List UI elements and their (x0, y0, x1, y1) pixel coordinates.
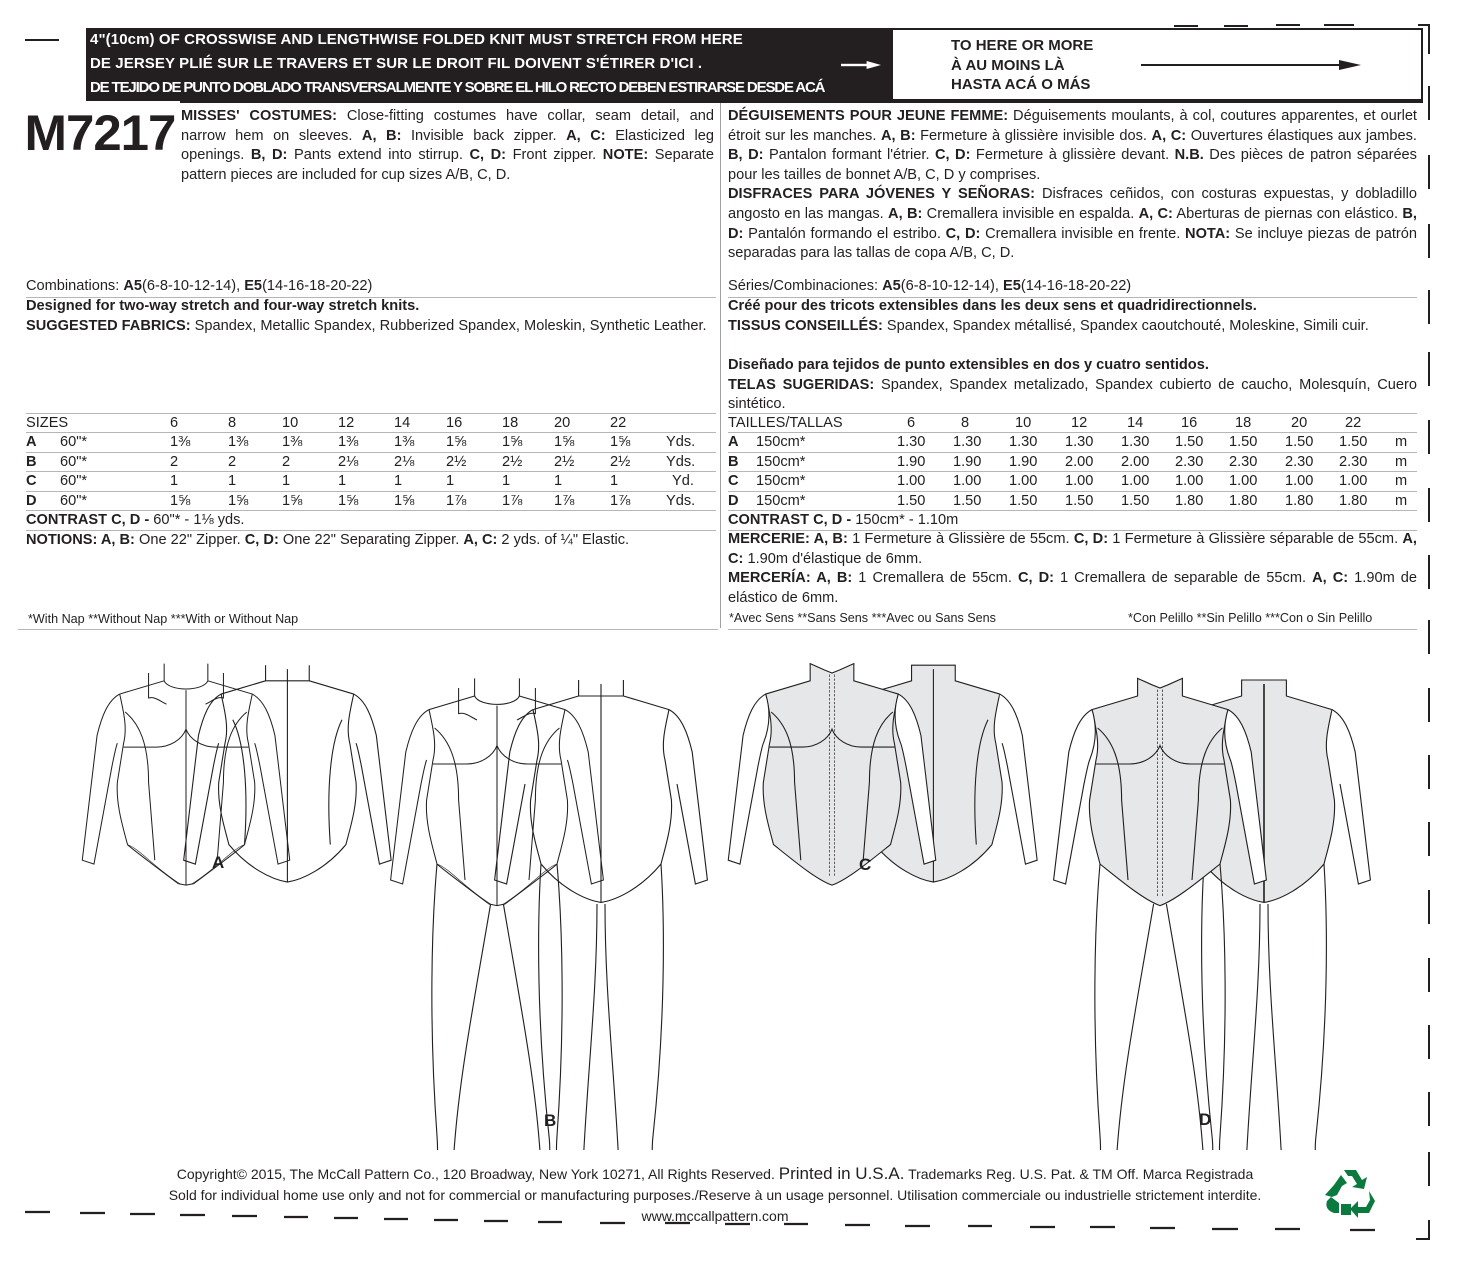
cut-line-mark (1428, 1152, 1430, 1186)
yardage-row-c: C 60"* 1 1 1 1 1 1 1 1 1 Yd. (26, 472, 716, 492)
cut-line-mark (1428, 555, 1430, 589)
rule (728, 629, 1417, 630)
stretch-gauge-end-es: HASTA ACÁ O MÁS (951, 76, 1091, 93)
yardage-row-d: D 150cm* 1.50 1.50 1.50 1.50 1.50 1.80 1.80 1.80 1.80 m (728, 491, 1417, 511)
cut-line-mark (1428, 420, 1430, 454)
copyright-line: Copyright© 2015, The McCall Pattern Co., 120 Broadway, New York 10271, All Rights Reserved. Printed in U.S.A. Trademarks Reg. U.S. Pat. & TM Off. Marca Registrada (176, 1164, 1254, 1183)
recycle-icon (1322, 1167, 1378, 1219)
desc-title: MISSES' COSTUMES: (181, 108, 337, 124)
merceria-es: MERCERÍA: A, B: 1 Cremallera de 55cm. C, D: 1 Cremallera de separable de 55cm. A, C: 1.90m de elástico de 6mm. (728, 570, 1418, 606)
yardage-row-b: B 150cm* 1.90 1.90 1.90 2.00 2.00 2.30 2.30 2.30 2.30 m (728, 452, 1417, 472)
cut-line-mark (1428, 290, 1430, 324)
notions-fr-es (728, 530, 1417, 608)
garment-illustrations (0, 650, 1457, 1150)
cut-line-mark (1418, 24, 1430, 26)
sold-for-home-use: Sold for individual home use only and not for commercial or manufacturing purposes./Reserve à un usage personnel. Utilisation commerciale ou industrielle strictement interdite. (168, 1187, 1262, 1203)
right-arrow-icon (1141, 60, 1361, 70)
cut-line-mark (1174, 25, 1198, 27)
header-rule (180, 101, 1423, 103)
combinations-en: Combinations: A5(6-8-10-12-14), E5(14-16-18-20-22) (26, 278, 373, 294)
fabrics-en: Designed for two-way stretch and four-way stretch knits. SUGGESTED FABRICS: Spandex, Metallic Spandex, Rubberized Spandex, Moleskin, Synthetic Leather. (26, 298, 707, 334)
website-link[interactable]: www.mccallpattern.com (641, 1208, 789, 1224)
stretch-gauge-line-en: 4"(10cm) OF CROSSWISE AND LENGTHWISE FOLDED KNIT MUST STRETCH FROM HERE (90, 31, 743, 48)
nap-footnote-es: *Con Pelillo **Sin Pelillo ***Con o Sin Pelillo (1128, 611, 1373, 625)
cut-line-mark (1224, 25, 1248, 27)
stretch-gauge-end (891, 28, 1423, 101)
yardage-header-row: TAILLES/TALLAS 6 8 10 12 14 16 18 20 22 (728, 413, 1417, 433)
notions-row: NOTIONS: A, B: One 22" Zipper. C, D: One 22" Separating Zipper. A, C: 2 yds. of ¼" Elastic. (26, 532, 630, 548)
description-es: DISFRACES PARA JÓVENES Y SEÑORAS: Disfraces ceñidos, con costuras expuestas, y dobladillo angosto en las mangas. A, B: Cremallera invisible en espalda. A, C: Aberturas de piernas con elástico. B, D: Pantalón formando el estribo. C, D: Cremallera invisible en frente. NOTA: Se incluye piezas de patrón separadas para las tallas de copa A/B, C, D. (728, 186, 1417, 262)
view-b-illustration (391, 678, 708, 1150)
cut-line-mark (1428, 620, 1430, 654)
cut-line-mark (1428, 24, 1430, 54)
view-d-illustration (1054, 678, 1371, 1150)
contrast-row: CONTRAST C, D - 60"* - 1⅛ yds. (26, 511, 716, 531)
nap-footnote-fr: *Avec Sens **Sans Sens ***Avec ou Sans Sens (729, 611, 996, 625)
description-fr: DÉGUISEMENTS POUR JEUNE FEMME: Déguisements moulants, à col, coutures apparentes, et ourlet étroit sur les manches. A, B: Fermeture à glissière invisible dos. A, C: Ouvertures élastiques aux jambes. B, D: Pantalon formant l'étrier. C, D: Fermeture à glissière devant. N.B. Des pièces de patron séparées pour les tailles de bonnet A/B, C, D y comprises. (728, 108, 1417, 183)
right-arrow-icon (836, 61, 886, 69)
yardage-row-b: B 60"* 2 2 2 2⅛ 2⅛ 2½ 2½ 2½ 2½ Yds. (26, 452, 716, 472)
column-divider (720, 103, 721, 628)
view-label-c: C (859, 855, 872, 874)
cut-line-mark (1428, 352, 1430, 386)
contrast-row: CONTRAST C, D - 150cm* - 1.10m (728, 511, 1417, 531)
yardage-row-a: A 150cm* 1.30 1.30 1.30 1.30 1.30 1.50 1.50 1.50 1.50 m (728, 433, 1417, 453)
view-a-illustration (82, 664, 391, 886)
cut-line-mark (1428, 224, 1430, 258)
view-label-d: D (1199, 1110, 1212, 1129)
yardage-row-a: A 60"* 1⅜ 1⅜ 1⅜ 1⅜ 1⅜ 1⅝ 1⅝ 1⅝ 1⅝ Yds. (26, 433, 716, 453)
mercerie-fr: MERCERIE: A, B: 1 Fermeture à Glissière de 55cm. C, D: 1 Fermeture à Glissière séparable de 55cm. A, C: 1.90m d'élastique de 6mm. (728, 531, 1417, 567)
description-en: MISSES' COSTUMES: Close-fitting costumes have collar, seam detail, and narrow hem on sleeves. A, B: Invisible back zipper. A, C: Elasticized leg openings. B, D: Pants extend into stirrup. C, D: Front zipper. NOTE: Separate pattern pieces are included for cup sizes A/B, C, D. (181, 108, 714, 183)
cut-line-mark (1428, 86, 1430, 120)
rule (18, 629, 718, 630)
yardage-table-imperial (26, 413, 716, 550)
cut-line-mark (1428, 155, 1430, 189)
yardage-row-c: C 150cm* 1.00 1.00 1.00 1.00 1.00 1.00 1.00 1.00 1.00 m (728, 472, 1417, 492)
cut-line-mark (25, 39, 59, 41)
view-c-illustration (728, 664, 1037, 886)
combinations-fr-es: Séries/Combinaciones: A5(6-8-10-12-14), E5(14-16-18-20-22) (728, 278, 1132, 294)
stretch-gauge-end-en: TO HERE OR MORE (951, 37, 1094, 54)
cut-line-mark (1428, 488, 1430, 522)
stretch-gauge-line-es: DE TEJIDO DE PUNTO DOBLADO TRANSVERSALMENTE Y SOBRE EL HILO RECTO DEBEN ESTIRARSE DESDE ACÁ (90, 79, 825, 96)
fabrics-es: Diseñado para tejidos de punto extensibles en dos y cuatro sentidos. TELAS SUGERIDAS: Spandex, Spandex metalizado, Spandex cubierto de caucho, Molesquín, Cuero sintético. (728, 357, 1418, 413)
stretch-gauge-start (86, 28, 891, 101)
nap-footnote-en: *With Nap **Without Nap ***With or Without Nap (28, 612, 299, 626)
cut-line-mark (1276, 24, 1300, 26)
yardage-header-row: SIZES 6 8 10 12 14 16 18 20 22 (26, 413, 716, 433)
yardage-row-d: D 60"* 1⅝ 1⅝ 1⅝ 1⅝ 1⅝ 1⅞ 1⅞ 1⅞ 1⅞ Yds. (26, 491, 716, 511)
yardage-table-metric (728, 413, 1417, 531)
pattern-number: M7217 (24, 105, 176, 161)
fabrics-fr: Créé pour des tricots extensibles dans les deux sens et quadridirectionnels. TISSUS CONSEILLÉS: Spandex, Spandex métallisé, Spandex caoutchouté, Moleskine, Simili cuir. (728, 298, 1369, 334)
stretch-gauge-line-fr: DE JERSEY PLIÉ SUR LE TRAVERS ET SUR LE DROIT FIL DOIVENT S'ÉTIRER D'ICI . (90, 55, 703, 72)
view-label-a: A (212, 853, 225, 872)
view-label-b: B (544, 1111, 557, 1130)
description-fr-es (728, 107, 1417, 264)
stretch-gauge-end-fr: À AU MOINS LÀ (951, 57, 1065, 74)
cut-line-mark (1324, 24, 1354, 26)
